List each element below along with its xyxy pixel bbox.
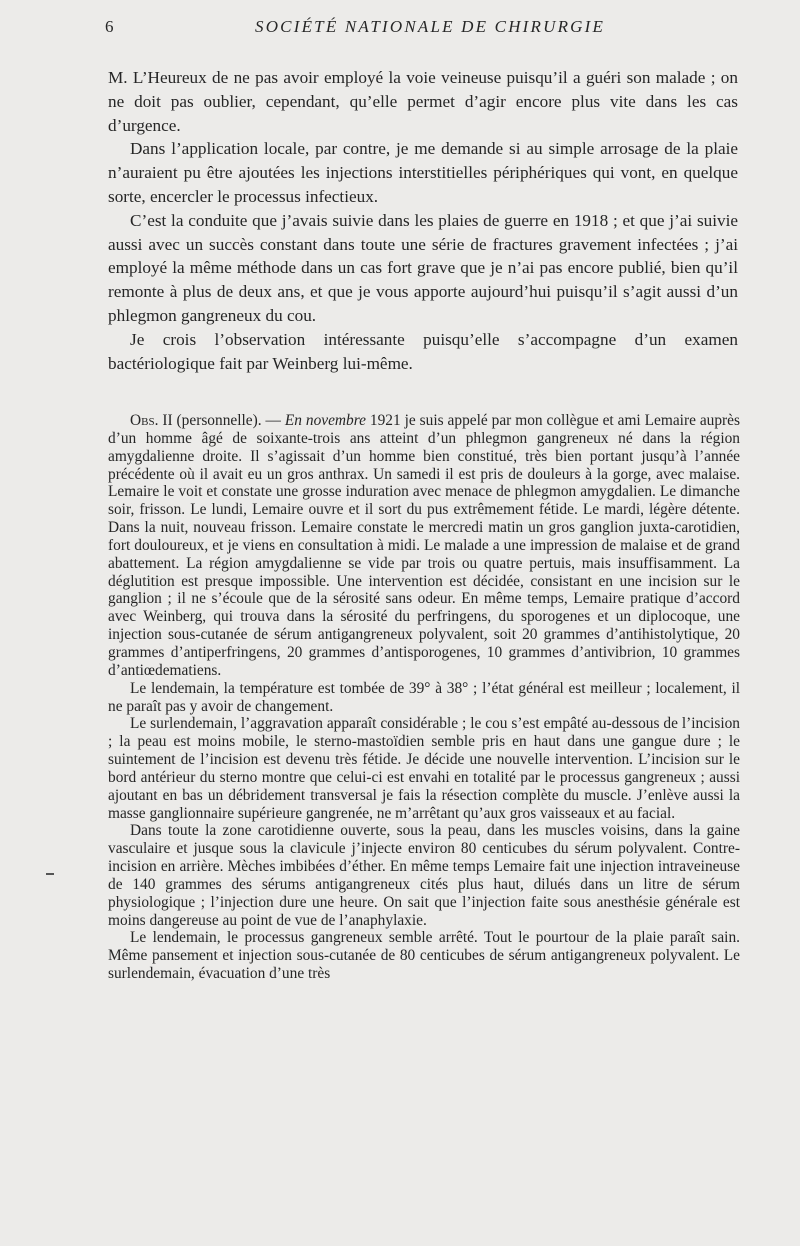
main-text bbox=[108, 66, 738, 375]
observation-text: 1921 je suis appelé par mon collègue et ami Lemaire auprès d’un homme âgé de soixante-trois ans atteint d’un phlegmon gangreneux né dans la région amygdalienne droite. Il s’agissait d’un homme bien constitué, très bien portant jusqu’à l’année précédente où il avait eu un gros anthrax. Un samedi il est pris de douleurs à la gorge, avec malaise. Lemaire le voit et constate une grosse induration avec menace de phlegmon amygdalien. Le dimanche soir, frisson. Le lundi, Lemaire ouvre et il sort du pus extrêmement fétide. Le mardi, légère détente. Dans la nuit, nouveau frisson. Lemaire constate le mercredi matin un gros ganglion juxta-carotidien, fort douloureux, et je viens en consultation à midi. Le malade a une impression de malaise et de grand abattement. La région amygdalienne se vide par trois ou quatre pertuis, mais insuffisamment. La déglutition est presque impossible. Une intervention est décidée, consistant en une incision sur le ganglion ; il ne s’écoule que de la sérosité sans odeur. En même temps, Lemaire pratique d’accord avec Weinberg, qui trouva dans la sérosité du perfringens, du sporogenes et un diplocoque, une injection sous-cutanée de sérum antigangreneux polyvalent, soit 20 grammes d’antihistolytique, 20 grammes d’antiperfringens, 20 grammes d’antisporogenes, 10 grammes d’antivibrion, 10 grammes d’antiœdematiens. bbox=[108, 412, 740, 679]
observation-label: Obs. II bbox=[130, 412, 173, 429]
paragraph: Je crois l’observation intéressante puisqu’elle s’accompagne d’un examen bactériologique fait par Weinberg lui-même. bbox=[108, 329, 738, 373]
journal-title: SOCIÉTÉ NATIONALE DE CHIRURGIE bbox=[255, 17, 606, 36]
running-head bbox=[105, 17, 740, 39]
paragraph: C’est la conduite que j’avais suivie dans les plaies de guerre en 1918 ; et que j’ai suivie aussi avec un succès constant dans toute une série de fractures gravement infectées ; j’ai employé la même méthode dans un cas fort grave que je n’ai pas encore publié, bien qu’il remonte à plus de deux ans, et que je vous apporte aujourd’hui puisqu’il s’agit aussi d’un phlegmon gangreneux du cou. bbox=[108, 210, 738, 325]
page-number: 6 bbox=[105, 17, 114, 36]
paragraph: Dans l’application locale, par contre, je me demande si au simple arrosage de la plaie n’auraient pu être ajoutées les injections interstitielles périphériques qui vont, en quelque sorte, encercler le processus infectieux. bbox=[108, 139, 738, 206]
observation-paragraph: Le surlendemain, l’aggravation apparaît considérable ; le cou s’est empâté au-dessous de l’incision ; la peau est moins mobile, le sterno-mastoïdien semble pris en haut dans une gangue dure ; le suintement de l’incision est devenu très fétide. Je décide une nouvelle intervention. L’incision sur le bord antérieur du sterno montre que celui-ci est envahi en totalité par le processus gangreneux ; aussi ajoutant en bas un débridement transversal je fais la résection complète du muscle. J’enlève aussi la masse ganglionnaire supérieure gangrenée, ne m’arrêtant qu’aux gros vaisseaux et au facial. bbox=[108, 715, 740, 822]
observation-label-suffix: (personnelle). — bbox=[172, 412, 285, 429]
observation-section bbox=[108, 412, 740, 983]
observation-first-paragraph bbox=[108, 412, 740, 680]
observation-paragraph: Dans toute la zone carotidienne ouverte, sous la peau, dans les muscles voisins, dans la gaine vasculaire et jusque sous la clavicule j’injecte environ 80 centicubes du sérum polyvalent. Contre-incision en arrière. Mèches imbibées d’éther. En même temps Lemaire fait une injection intraveineuse de 140 grammes des sérums antigangreneux cités plus haut, dilués dans un litre de sérum physiologique ; l’injection dure une heure. On sait que l’injection faite sous anesthésie générale est moins dangereuse au point de vue de l’anaphylaxie. bbox=[108, 822, 740, 929]
observation-paragraph: Le lendemain, le processus gangreneux semble arrêté. Tout le pourtour de la plaie paraît sain. Même pansement et injection sous-cutanée de 80 centicubes de sérum antigangreneux polyvalent. Le surlendemain, évacuation d’une très bbox=[108, 929, 740, 983]
observation-paragraph: Le lendemain, la température est tombée de 39° à 38° ; l’état général est meilleur ; localement, il ne paraît pas y avoir de changement. bbox=[108, 679, 740, 715]
paragraph: M. L’Heureux de ne pas avoir employé la voie veineuse puisqu’il a guéri son malade ; on ne doit pas oublier, cependant, qu’elle permet d’agir encore plus vite dans les cas d’urgence. bbox=[108, 68, 738, 135]
observation-date: En novembre bbox=[284, 412, 366, 429]
margin-mark bbox=[46, 873, 54, 875]
